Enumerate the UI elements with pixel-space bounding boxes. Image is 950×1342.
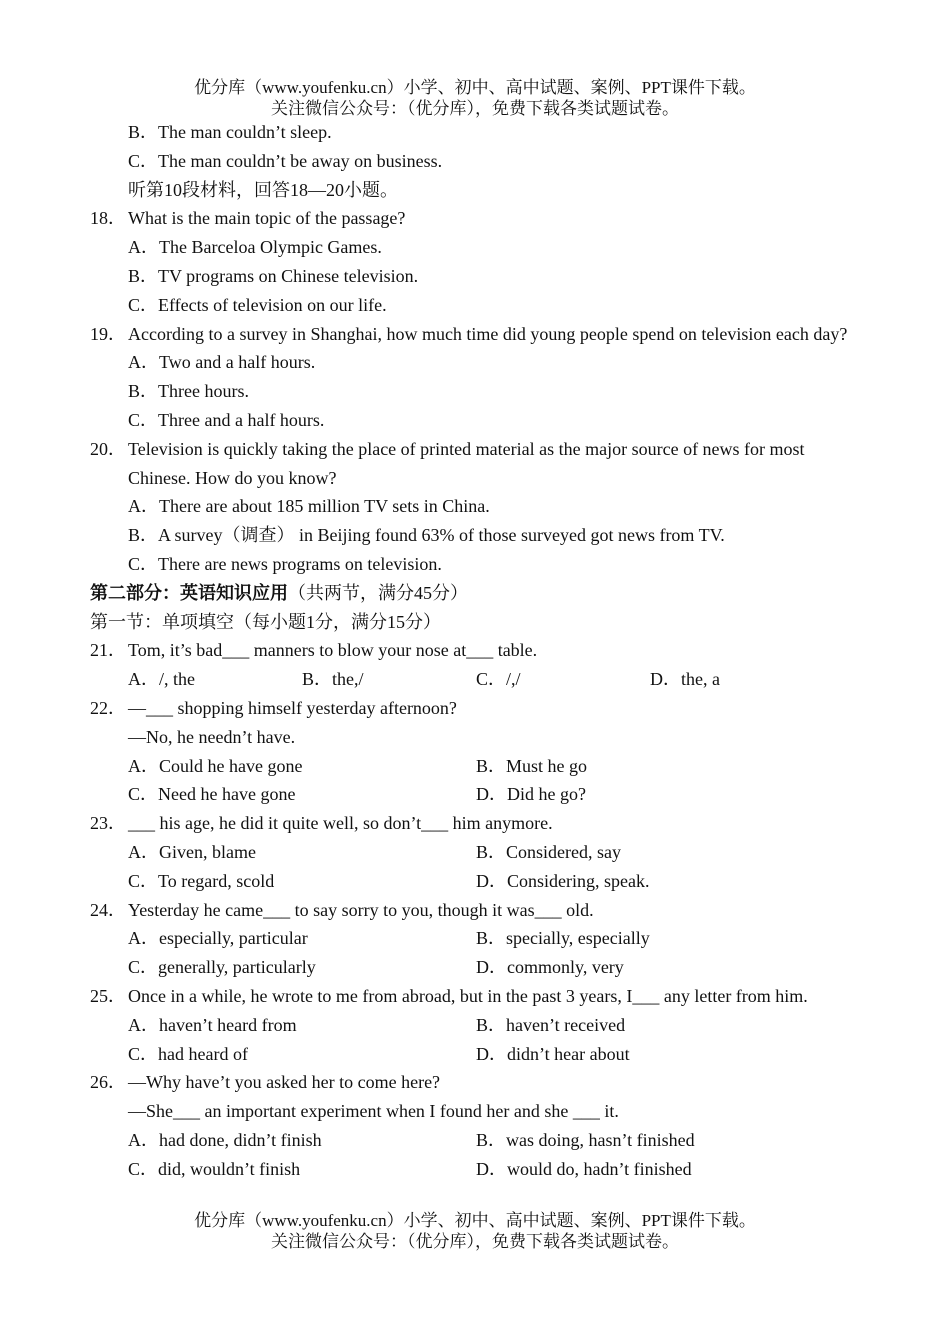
q25-options-row-2 bbox=[0, 1040, 950, 1069]
q21-options bbox=[0, 665, 950, 694]
q20-option-c: C．There are news programs on television. bbox=[128, 553, 442, 574]
q20-option-b: B．A survey（调查） in Beijing found 63% of those surveyed got news from TV. bbox=[128, 525, 725, 546]
header-line-2: 关注微信公众号：（优分库），免费下载各类试题试卷。 bbox=[271, 99, 679, 118]
question-25 bbox=[0, 982, 950, 1011]
q17-option-b: B．The man couldn’t sleep. bbox=[128, 122, 332, 142]
q17-option-c: C．The man couldn’t be away on business. bbox=[128, 150, 443, 171]
question-number: 26． bbox=[90, 1072, 126, 1093]
q22-options-row-2 bbox=[0, 780, 950, 809]
option-c: C．had heard of bbox=[128, 1043, 248, 1064]
section-instruction: 听第10段材料，回答18—20小题。 bbox=[128, 179, 398, 200]
option-d: D．would do, hadn’t finished bbox=[476, 1158, 692, 1179]
q19-option-a: A．Two and a half hours. bbox=[128, 352, 316, 373]
q23-options-row-1 bbox=[0, 838, 950, 867]
q22-reply: —No, he needn’t have. bbox=[128, 726, 296, 747]
q26-reply: —She___ an important experiment when I found her and she ___ it. bbox=[128, 1101, 619, 1122]
option-d: D．didn’t hear about bbox=[476, 1043, 630, 1064]
q18-option-c: C．Effects of television on our life. bbox=[128, 294, 387, 315]
q22-options-row-1 bbox=[0, 752, 950, 781]
q18-option-b: B．TV programs on Chinese television. bbox=[128, 265, 419, 286]
question-20 bbox=[0, 435, 950, 493]
part-2-score: （共两节，满分45分） bbox=[288, 582, 468, 603]
option-b: B．the,/ bbox=[302, 669, 364, 690]
question-text: —___ shopping himself yesterday afternoon? bbox=[128, 697, 457, 718]
part-2-title: 第二部分：英语知识应用 bbox=[90, 582, 288, 603]
q23-options-row-2 bbox=[0, 867, 950, 896]
question-22 bbox=[0, 694, 950, 723]
q20-option-a: A．There are about 185 million TV sets in China. bbox=[128, 496, 490, 517]
option-b: B．Must he go bbox=[476, 755, 588, 776]
q19-option-b: B．Three hours. bbox=[128, 381, 249, 402]
question-number: 24． bbox=[90, 899, 126, 920]
question-text: Tom, it’s bad___ manners to blow your nose at___ table. bbox=[128, 640, 538, 661]
q26-options-row-1 bbox=[0, 1126, 950, 1155]
option-a: A．/, the bbox=[128, 669, 195, 690]
question-number: 21． bbox=[90, 640, 126, 661]
question-number: 25． bbox=[90, 985, 126, 1006]
option-b: B．Considered, say bbox=[476, 841, 621, 862]
option-d: D．commonly, very bbox=[476, 957, 624, 978]
option-b: B．was doing, hasn’t finished bbox=[476, 1129, 695, 1150]
option-d: D．Did he go? bbox=[476, 784, 586, 805]
section-1-heading: 第一节：单项填空（每小题1分，满分15分） bbox=[90, 611, 441, 632]
option-d: D．Considering, speak. bbox=[476, 870, 650, 891]
question-19 bbox=[0, 320, 950, 349]
question-text: What is the main topic of the passage? bbox=[128, 208, 406, 229]
footer-line-2: 关注微信公众号：（优分库），免费下载各类试题试卷。 bbox=[271, 1232, 679, 1251]
option-a: A．Given, blame bbox=[128, 841, 256, 862]
option-b: B．haven’t received bbox=[476, 1014, 626, 1035]
part-2-heading bbox=[0, 579, 950, 608]
question-number: 20． bbox=[90, 438, 126, 459]
q18-option-a: A．The Barceloa Olympic Games. bbox=[128, 237, 382, 258]
option-c: C．To regard, scold bbox=[128, 870, 275, 891]
exam-content bbox=[0, 118, 950, 1183]
question-number: 23． bbox=[90, 813, 126, 834]
question-number: 18． bbox=[90, 208, 126, 229]
option-a: A．Could he have gone bbox=[128, 755, 303, 776]
option-a: A．especially, particular bbox=[128, 928, 308, 949]
question-text: Television is quickly taking the place of printed material as the major source of news for most Chinese. How do you know? bbox=[128, 438, 805, 488]
question-number: 19． bbox=[90, 323, 126, 344]
q24-options-row-1 bbox=[0, 924, 950, 953]
question-18 bbox=[0, 204, 950, 233]
option-d: D．the, a bbox=[650, 669, 720, 690]
option-b: B．specially, especially bbox=[476, 928, 650, 949]
footer-line-1: 优分库（www.youfenku.cn）小学、初中、高中试题、案例、PPT课件下载。 bbox=[194, 1211, 756, 1230]
question-text: —Why have’t you asked her to come here? bbox=[128, 1072, 441, 1093]
header-line-1: 优分库（www.youfenku.cn）小学、初中、高中试题、案例、PPT课件下载。 bbox=[194, 78, 756, 97]
question-text: According to a survey in Shanghai, how much time did young people spend on television each day? bbox=[128, 323, 848, 344]
page-header bbox=[0, 77, 950, 119]
q19-option-c: C．Three and a half hours. bbox=[128, 409, 325, 430]
page-footer bbox=[0, 1210, 950, 1252]
question-text: Once in a while, he wrote to me from abroad, but in the past 3 years, I___ any letter from him. bbox=[128, 985, 808, 1006]
question-23 bbox=[0, 809, 950, 838]
q24-options-row-2 bbox=[0, 953, 950, 982]
option-a: A．had done, didn’t finish bbox=[128, 1129, 322, 1150]
question-number: 22． bbox=[90, 697, 126, 718]
question-26 bbox=[0, 1068, 950, 1097]
question-text: ___ his age, he did it quite well, so don’t___ him anymore. bbox=[128, 813, 553, 834]
question-24 bbox=[0, 896, 950, 925]
option-c: C．Need he have gone bbox=[128, 784, 296, 805]
q26-options-row-2 bbox=[0, 1155, 950, 1184]
q25-options-row-1 bbox=[0, 1011, 950, 1040]
question-text: Yesterday he came___ to say sorry to you, though it was___ old. bbox=[128, 899, 594, 920]
option-a: A．haven’t heard from bbox=[128, 1014, 297, 1035]
option-c: C．/,/ bbox=[476, 669, 521, 690]
option-c: C．did, wouldn’t finish bbox=[128, 1158, 301, 1179]
option-c: C．generally, particularly bbox=[128, 957, 316, 978]
question-21 bbox=[0, 636, 950, 665]
